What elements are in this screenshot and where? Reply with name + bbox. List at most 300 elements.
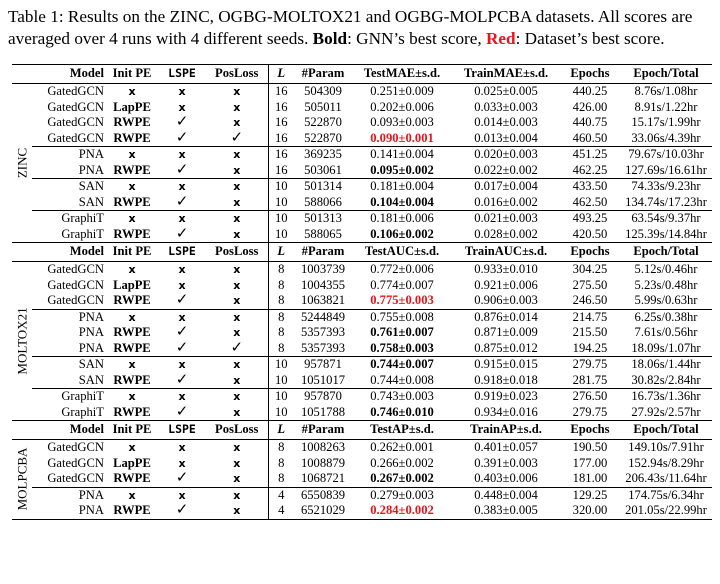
cell-train-score: 0.918±0.018	[474, 372, 538, 387]
cell-model: PNA	[32, 503, 106, 519]
column-header-layers: L	[268, 421, 294, 440]
column-header-posloss: PosLoss	[206, 65, 268, 84]
column-header-epochs: Epochs	[560, 243, 620, 262]
table-row	[12, 227, 712, 243]
cell-epoch-total: 18.06s/1.44hr	[620, 357, 712, 373]
cell-train-score: 0.383±0.005	[452, 503, 560, 519]
column-header-model: Model	[32, 65, 106, 84]
column-header-params: #Param	[294, 65, 352, 84]
table-row	[12, 357, 712, 373]
cell-epochs: 214.75	[560, 309, 620, 325]
cell-init-pe: RWPE	[113, 194, 151, 209]
cell-epoch-total: 15.17s/1.99hr	[631, 115, 701, 129]
cell-model: SAN	[32, 357, 106, 373]
cell-model: GatedGCN	[47, 277, 104, 292]
cell-lspe: x	[158, 487, 206, 503]
cell-params: 1051017	[300, 372, 346, 387]
cell-train-score: 0.448±0.004	[452, 487, 560, 503]
cell-lspe: ✓	[175, 470, 189, 486]
cell-params: 522870	[304, 130, 342, 145]
cell-epochs: 129.25	[560, 487, 620, 503]
cell-lspe: ✓	[175, 161, 189, 178]
cell-init-pe: x	[106, 211, 158, 227]
cell-layers: 16	[268, 100, 294, 116]
cell-posloss: x	[206, 440, 268, 456]
cell-train-score: 0.022±0.002	[474, 162, 538, 177]
cell-model: SAN	[78, 372, 104, 387]
cell-epoch-total: 174.75s/6.34hr	[620, 487, 712, 503]
cell-params: 5357393	[300, 325, 346, 339]
cell-epochs: 279.75	[560, 357, 620, 373]
table-row	[12, 373, 712, 389]
cell-train-score: 0.403±0.006	[474, 471, 538, 485]
table-row	[12, 100, 712, 116]
caption-bold-desc: : GNN’s best score,	[347, 29, 486, 48]
cell-test-score: 0.758±0.003	[370, 340, 434, 355]
column-header-epoch-total: Epoch/Total	[620, 243, 712, 262]
table-row	[12, 440, 712, 456]
table-row	[12, 131, 712, 147]
table-row	[12, 211, 712, 227]
cell-train-score: 0.013±0.004	[474, 130, 538, 145]
cell-test-score: 0.141±0.004	[352, 147, 452, 163]
table-row	[12, 293, 712, 309]
cell-model: GatedGCN	[32, 84, 106, 100]
cell-params: 504309	[294, 84, 352, 100]
cell-init-pe: RWPE	[113, 293, 151, 307]
column-header-train-score: TrainMAE±s.d.	[452, 65, 560, 84]
column-header-lspe: LSPE	[158, 421, 206, 440]
table-row	[12, 147, 712, 163]
cell-epoch-total: 206.43s/11.64hr	[625, 471, 707, 485]
cell-lspe: x	[158, 440, 206, 456]
cell-epochs: 190.50	[560, 440, 620, 456]
cell-lspe: x	[158, 262, 206, 278]
column-header-params: #Param	[294, 421, 352, 440]
cell-test-score: 0.774±0.007	[370, 277, 434, 292]
cell-train-score: 0.933±0.010	[452, 262, 560, 278]
cell-model: PNA	[32, 147, 106, 163]
column-header-epochs: Epochs	[560, 65, 620, 84]
header-row	[12, 243, 712, 262]
table-row	[12, 503, 712, 519]
cell-epoch-total: 127.69s/16.61hr	[625, 162, 707, 177]
cell-posloss: x	[233, 116, 241, 129]
cell-lspe: ✓	[158, 503, 206, 519]
cell-layers: 8	[268, 440, 294, 456]
cell-layers: 4	[268, 487, 294, 503]
cell-test-score: 0.775±0.003	[370, 293, 434, 307]
cell-epoch-total: 74.33s/9.23hr	[620, 179, 712, 195]
cell-epoch-total: 152.94s/8.29hr	[628, 455, 704, 470]
column-header-epoch-total: Epoch/Total	[620, 65, 712, 84]
cell-posloss: x	[206, 487, 268, 503]
cell-epochs: 433.50	[560, 179, 620, 195]
cell-layers: 16	[268, 115, 294, 131]
cell-train-score: 0.017±0.004	[452, 179, 560, 195]
cell-params: 6521029	[294, 503, 352, 519]
table-row	[12, 405, 712, 421]
cell-test-score: 0.755±0.008	[352, 309, 452, 325]
table-row	[12, 195, 712, 211]
column-header-test-score: TestMAE±s.d.	[352, 65, 452, 84]
cell-posloss: x	[233, 195, 241, 209]
cell-init-pe: RWPE	[113, 226, 151, 241]
cell-epochs: 304.25	[560, 262, 620, 278]
cell-model: PNA	[78, 162, 104, 177]
cell-epochs: 276.50	[560, 389, 620, 405]
table-row	[12, 84, 712, 100]
cell-posloss: x	[206, 211, 268, 227]
cell-params: 503061	[304, 162, 342, 177]
cell-epoch-total: 79.67s/10.03hr	[620, 147, 712, 163]
cell-epochs: 460.50	[572, 130, 608, 145]
cell-epochs: 281.75	[572, 372, 608, 387]
cell-test-score: 0.772±0.006	[352, 262, 452, 278]
cell-init-pe: x	[106, 179, 158, 195]
cell-model: GatedGCN	[32, 440, 106, 456]
cell-init-pe: LapPE	[113, 455, 151, 470]
cell-lspe: ✓	[175, 193, 189, 210]
caption-text: Table 1: Results on the ZINC, OGBG-MOLTOX21 and OGBG-MOLPCBA datasets. All scores are averaged over 4 runs with 4 different seeds.	[8, 7, 693, 48]
cell-layers: 16	[268, 163, 294, 179]
column-header-model: Model	[32, 421, 106, 440]
cell-init-pe: RWPE	[106, 503, 158, 519]
cell-layers: 8	[268, 471, 294, 487]
cell-init-pe: LapPE	[113, 277, 151, 292]
cell-posloss: x	[233, 100, 241, 114]
cell-lspe: ✓	[175, 339, 189, 356]
cell-init-pe: LapPE	[113, 99, 151, 114]
cell-posloss: x	[206, 357, 268, 373]
table-row	[12, 389, 712, 405]
cell-layers: 4	[268, 503, 294, 519]
cell-layers: 10	[268, 179, 294, 195]
cell-test-score: 0.181±0.006	[352, 211, 452, 227]
column-header-init-pe: Init PE	[106, 421, 158, 440]
cell-train-score: 0.876±0.014	[452, 309, 560, 325]
cell-epochs: 275.50	[572, 277, 608, 292]
cell-posloss: x	[206, 389, 268, 405]
cell-test-score: 0.761±0.007	[370, 325, 434, 339]
cell-train-score: 0.401±0.057	[452, 440, 560, 456]
cell-train-score: 0.934±0.016	[474, 404, 538, 419]
cell-epoch-total: 5.12s/0.46hr	[620, 262, 712, 278]
cell-init-pe: RWPE	[113, 162, 151, 177]
cell-posloss: x	[206, 309, 268, 325]
cell-layers: 8	[268, 278, 294, 294]
caption-bold-label: Bold	[312, 29, 348, 48]
column-header-init-pe: Init PE	[106, 243, 158, 262]
cell-epoch-total: 18.09s/1.07hr	[631, 340, 701, 355]
cell-layers: 10	[268, 357, 294, 373]
cell-posloss: x	[206, 503, 268, 519]
cell-init-pe: x	[106, 147, 158, 163]
cell-posloss: x	[206, 262, 268, 278]
cell-epoch-total: 6.25s/0.38hr	[620, 309, 712, 325]
cell-layers: 8	[268, 262, 294, 278]
cell-layers: 16	[268, 84, 294, 100]
cell-posloss: x	[233, 163, 241, 177]
cell-lspe: ✓	[175, 225, 189, 242]
column-header-train-score: TrainAUC±s.d.	[452, 243, 560, 262]
cell-params: 5357393	[300, 340, 346, 355]
cell-epoch-total: 149.10s/7.91hr	[620, 440, 712, 456]
cell-layers: 10	[268, 405, 294, 421]
cell-posloss: x	[233, 326, 241, 339]
cell-init-pe: RWPE	[113, 340, 151, 355]
cell-params: 501314	[294, 179, 352, 195]
cell-model: GatedGCN	[47, 130, 104, 145]
dataset-label: MOLTOX21	[14, 307, 30, 375]
table-row	[12, 179, 712, 195]
cell-layers: 8	[268, 309, 294, 325]
cell-model: PNA	[32, 309, 106, 325]
cell-train-score: 0.021±0.003	[452, 211, 560, 227]
dataset-label: ZINC	[14, 147, 30, 179]
cell-posloss: x	[233, 456, 241, 470]
cell-test-score: 0.746±0.010	[370, 404, 434, 419]
cell-train-score: 0.871±0.009	[474, 325, 538, 339]
cell-epoch-total: 27.92s/2.57hr	[631, 404, 701, 419]
cell-posloss: x	[233, 227, 241, 241]
cell-layers: 10	[268, 211, 294, 227]
cell-train-score: 0.033±0.003	[474, 99, 538, 114]
cell-train-score: 0.921±0.006	[474, 277, 538, 292]
cell-lspe: x	[158, 309, 206, 325]
cell-lspe: ✓	[175, 114, 189, 130]
cell-lspe: x	[158, 389, 206, 405]
cell-test-score: 0.106±0.002	[370, 226, 434, 241]
cell-train-score: 0.391±0.003	[474, 455, 538, 470]
cell-test-score: 0.181±0.004	[352, 179, 452, 195]
cell-params: 6550839	[294, 487, 352, 503]
cell-test-score: 0.262±0.001	[352, 440, 452, 456]
cell-train-score: 0.025±0.005	[452, 84, 560, 100]
cell-init-pe: x	[106, 309, 158, 325]
cell-model: PNA	[32, 487, 106, 503]
cell-model: GatedGCN	[47, 471, 104, 485]
cell-epochs: 177.00	[572, 455, 608, 470]
cell-epoch-total: 201.05s/22.99hr	[620, 503, 712, 519]
cell-epoch-total: 30.82s/2.84hr	[631, 372, 701, 387]
cell-model: SAN	[32, 179, 106, 195]
column-header-epoch-total: Epoch/Total	[620, 421, 712, 440]
cell-epochs: 493.25	[560, 211, 620, 227]
column-header-train-score: TrainAP±s.d.	[452, 421, 560, 440]
cell-epochs: 320.00	[560, 503, 620, 519]
cell-lspe: x	[178, 456, 186, 470]
cell-params: 522870	[304, 115, 342, 129]
cell-epoch-total: 7.61s/0.56hr	[634, 325, 698, 339]
cell-model: GatedGCN	[47, 455, 104, 470]
cell-lspe: ✓	[175, 403, 189, 420]
column-header-test-score: TestAUC±s.d.	[352, 243, 452, 262]
table-row	[12, 278, 712, 294]
cell-train-score: 0.919±0.023	[452, 389, 560, 405]
cell-params: 501313	[294, 211, 352, 227]
cell-params: 369235	[294, 147, 352, 163]
cell-test-score: 0.267±0.002	[370, 471, 434, 485]
cell-init-pe: x	[106, 84, 158, 100]
cell-layers: 8	[268, 456, 294, 472]
cell-test-score: 0.284±0.002	[352, 503, 452, 519]
cell-lspe: ✓	[175, 371, 189, 388]
column-header-posloss: PosLoss	[206, 243, 268, 262]
cell-lspe: x	[178, 278, 186, 292]
cell-test-score: 0.266±0.002	[370, 455, 434, 470]
cell-init-pe: RWPE	[113, 130, 151, 145]
cell-epoch-total: 33.06s/4.39hr	[631, 130, 701, 145]
cell-posloss: x	[206, 84, 268, 100]
cell-init-pe: RWPE	[113, 372, 151, 387]
cell-model: GraphiT	[61, 404, 104, 419]
dataset-label: MOLPCBA	[14, 447, 30, 511]
cell-init-pe: RWPE	[113, 404, 151, 419]
cell-epochs: 181.00	[572, 471, 608, 485]
cell-model: GatedGCN	[47, 99, 104, 114]
table-row	[12, 309, 712, 325]
cell-layers: 10	[268, 227, 294, 243]
cell-train-score: 0.014±0.003	[474, 115, 538, 129]
cell-epochs: 194.25	[572, 340, 608, 355]
cell-epoch-total: 125.39s/14.84hr	[625, 226, 707, 241]
cell-params: 1004355	[300, 277, 346, 292]
cell-layers: 8	[268, 325, 294, 341]
cell-epoch-total: 63.54s/9.37hr	[620, 211, 712, 227]
dataset-label-cell	[12, 84, 32, 243]
cell-model: GatedGCN	[47, 293, 104, 307]
cell-epochs: 215.50	[572, 325, 608, 339]
header-spacer	[12, 243, 32, 262]
cell-posloss: x	[206, 147, 268, 163]
cell-posloss: x	[233, 294, 241, 307]
cell-epochs: 246.50	[572, 293, 608, 307]
table-caption	[8, 6, 714, 50]
column-header-test-score: TestAP±s.d.	[352, 421, 452, 440]
cell-init-pe: x	[106, 389, 158, 405]
cell-epochs: 440.75	[572, 115, 608, 129]
cell-layers: 8	[268, 293, 294, 309]
cell-lspe: x	[158, 357, 206, 373]
cell-params: 1063821	[300, 293, 346, 307]
cell-epochs: 440.25	[560, 84, 620, 100]
cell-train-score: 0.915±0.015	[452, 357, 560, 373]
cell-test-score: 0.202±0.006	[370, 99, 434, 114]
cell-init-pe: RWPE	[113, 325, 151, 339]
cell-epoch-total: 8.76s/1.08hr	[620, 84, 712, 100]
table-row	[12, 471, 712, 487]
cell-test-score: 0.090±0.001	[370, 130, 434, 145]
cell-train-score: 0.020±0.003	[452, 147, 560, 163]
cell-model: GatedGCN	[32, 262, 106, 278]
cell-test-score: 0.279±0.003	[352, 487, 452, 503]
cell-posloss: x	[206, 179, 268, 195]
cell-model: GatedGCN	[47, 115, 104, 129]
cell-model: GraphiT	[32, 389, 106, 405]
cell-lspe: ✓	[175, 324, 189, 340]
cell-model: SAN	[78, 194, 104, 209]
cell-posloss: x	[233, 373, 241, 387]
cell-layers: 8	[268, 341, 294, 357]
cell-test-score: 0.104±0.004	[370, 194, 434, 209]
cell-train-score: 0.875±0.012	[474, 340, 538, 355]
column-header-lspe: LSPE	[158, 65, 206, 84]
cell-lspe: ✓	[175, 292, 189, 308]
cell-params: 957871	[294, 357, 352, 373]
results-table	[12, 64, 712, 520]
cell-posloss: x	[233, 472, 241, 485]
cell-posloss: ✓	[230, 129, 244, 146]
column-header-model: Model	[32, 243, 106, 262]
results-table-wrapper	[12, 64, 712, 520]
column-header-layers: L	[268, 65, 294, 84]
cell-layers: 16	[268, 147, 294, 163]
dataset-label-cell	[12, 440, 32, 520]
table-row	[12, 341, 712, 357]
cell-test-score: 0.095±0.002	[370, 162, 434, 177]
cell-epochs: 451.25	[560, 147, 620, 163]
cell-model: GraphiT	[32, 211, 106, 227]
cell-epoch-total: 5.99s/0.63hr	[634, 293, 698, 307]
cell-lspe: x	[178, 100, 186, 114]
caption-red-desc: : Dataset’s best score.	[515, 29, 665, 48]
cell-params: 957870	[294, 389, 352, 405]
cell-layers: 16	[268, 131, 294, 147]
cell-init-pe: x	[106, 487, 158, 503]
cell-params: 1051788	[300, 404, 346, 419]
cell-init-pe: RWPE	[113, 471, 151, 485]
cell-lspe: x	[158, 147, 206, 163]
header-row	[12, 65, 712, 84]
cell-layers: 10	[268, 373, 294, 389]
header-spacer	[12, 421, 32, 440]
cell-posloss: ✓	[230, 339, 244, 356]
table-row	[12, 115, 712, 131]
cell-train-score: 0.016±0.002	[474, 194, 538, 209]
cell-params: 1068721	[300, 471, 346, 485]
cell-epoch-total: 134.74s/17.23hr	[625, 194, 707, 209]
cell-params: 5244849	[294, 309, 352, 325]
column-header-layers: L	[268, 243, 294, 262]
cell-lspe: x	[158, 84, 206, 100]
cell-init-pe: x	[106, 357, 158, 373]
caption-red-label: Red	[486, 29, 516, 48]
column-header-epochs: Epochs	[560, 421, 620, 440]
cell-test-score: 0.743±0.003	[352, 389, 452, 405]
table-row	[12, 487, 712, 503]
cell-epoch-total: 8.91s/1.22hr	[634, 99, 698, 114]
cell-model: GraphiT	[61, 226, 104, 241]
table-row	[12, 163, 712, 179]
cell-model: PNA	[78, 340, 104, 355]
cell-model: PNA	[78, 325, 104, 339]
cell-test-score: 0.744±0.008	[370, 372, 434, 387]
cell-init-pe: RWPE	[113, 115, 151, 129]
header-spacer	[12, 65, 32, 84]
cell-init-pe: x	[106, 262, 158, 278]
column-header-posloss: PosLoss	[206, 421, 268, 440]
cell-posloss: x	[233, 405, 241, 419]
cell-epoch-total: 16.73s/1.36hr	[620, 389, 712, 405]
cell-lspe: x	[158, 179, 206, 195]
cell-epochs: 279.75	[572, 404, 608, 419]
cell-init-pe: x	[106, 440, 158, 456]
cell-params: 588065	[304, 226, 342, 241]
cell-params: 1008263	[294, 440, 352, 456]
table-row	[12, 325, 712, 341]
table-row	[12, 262, 712, 278]
